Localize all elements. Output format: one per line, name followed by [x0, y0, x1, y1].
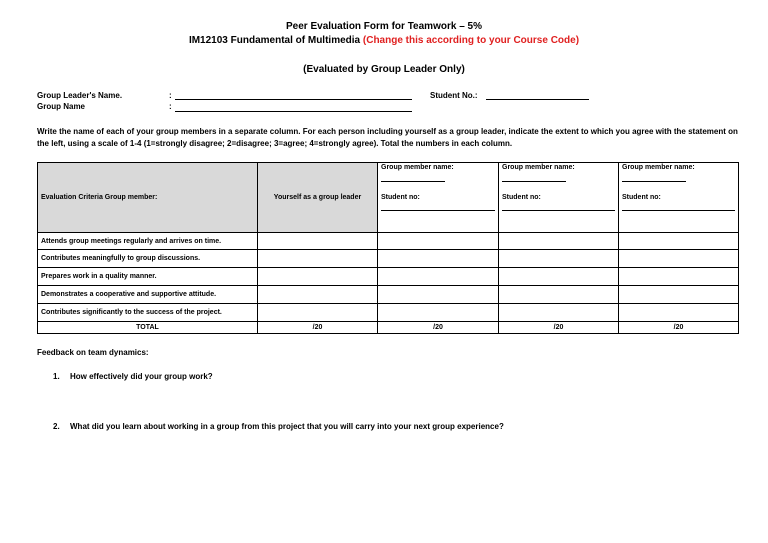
question-2-text: What did you learn about working in a group from this project that you will carry into your next group experience? [70, 422, 504, 431]
total-row [38, 322, 739, 334]
member-2-student-label: Student no: [502, 194, 541, 201]
table-row [38, 268, 739, 286]
score-cell[interactable] [499, 304, 619, 322]
question-1-text: How effectively did your group work? [70, 372, 213, 381]
evaluation-table [37, 162, 739, 334]
criteria-cell: Prepares work in a quality manner. [38, 268, 258, 286]
member-1-header[interactable] [378, 163, 499, 233]
score-cell[interactable] [499, 233, 619, 250]
form-subtitle: (Evaluated by Group Leader Only) [303, 64, 465, 75]
group-name-label: Group Name [37, 102, 86, 111]
table-row [38, 233, 739, 250]
leader-name-label: Group Leader's Name. [37, 91, 123, 100]
instructions: Write the name of each of your group members in a separate column. For each person including yourself as a group leader, indicate the extent to which you agree with the statement on the left, using a scale of 1-4 (1=strongly disagree; 2=disagree; 3=agree; 4=strongly agree). Total the numbers in each column. [37, 127, 738, 148]
criteria-cell: Attends group meetings regularly and arrives on time. [38, 233, 258, 250]
course-note: (Change this according to your Course Code) [362, 35, 580, 46]
total-member-3: /20 [619, 322, 739, 334]
score-cell[interactable] [378, 233, 499, 250]
score-cell[interactable] [378, 268, 499, 286]
total-yourself: /20 [258, 322, 378, 334]
total-member-2: /20 [499, 322, 619, 334]
total-member-1: /20 [378, 322, 499, 334]
criteria-cell: Contributes meaningfully to group discussions. [38, 250, 258, 268]
score-cell[interactable] [258, 233, 378, 250]
student-no-field[interactable] [486, 99, 589, 100]
question-1-number: 1. [53, 372, 60, 381]
score-cell[interactable] [499, 268, 619, 286]
form-title: Peer Evaluation Form for Teamwork – 5% [286, 21, 482, 32]
member-3-student-label: Student no: [622, 194, 661, 201]
criteria-header: Evaluation Criteria Group member: [38, 163, 258, 233]
group-name-field[interactable] [175, 111, 412, 112]
table-row [38, 250, 739, 268]
score-cell[interactable] [619, 233, 739, 250]
course-line [0, 35, 768, 46]
score-cell[interactable] [619, 250, 739, 268]
group-name-colon: : [169, 102, 172, 111]
score-cell[interactable] [499, 250, 619, 268]
member-3-name-label: Group member name: [622, 164, 695, 171]
member-1-name-label: Group member name: [381, 164, 454, 171]
member-2-name-label: Group member name: [502, 164, 575, 171]
score-cell[interactable] [378, 304, 499, 322]
score-cell[interactable] [258, 268, 378, 286]
score-cell[interactable] [258, 286, 378, 304]
total-label: TOTAL [38, 322, 258, 334]
score-cell[interactable] [258, 250, 378, 268]
feedback-heading: Feedback on team dynamics: [37, 348, 149, 357]
leader-name-field[interactable] [175, 99, 412, 100]
member-3-header[interactable] [619, 163, 739, 233]
score-cell[interactable] [619, 304, 739, 322]
course-code: IM12103 Fundamental of Multimedia [188, 35, 361, 46]
criteria-cell: Demonstrates a cooperative and supportive attitude. [38, 286, 258, 304]
yourself-header: Yourself as a group leader [258, 163, 378, 233]
score-cell[interactable] [378, 286, 499, 304]
student-no-label: Student No.: [430, 91, 478, 100]
table-row [38, 286, 739, 304]
member-2-header[interactable] [499, 163, 619, 233]
score-cell[interactable] [619, 268, 739, 286]
criteria-cell: Contributes significantly to the success of the project. [38, 304, 258, 322]
question-2-number: 2. [53, 422, 60, 431]
table-row [38, 304, 739, 322]
score-cell[interactable] [619, 286, 739, 304]
table-header-row [38, 163, 739, 233]
score-cell[interactable] [378, 250, 499, 268]
score-cell[interactable] [499, 286, 619, 304]
score-cell[interactable] [258, 304, 378, 322]
leader-name-colon: : [169, 91, 172, 100]
member-1-student-label: Student no: [381, 194, 420, 201]
